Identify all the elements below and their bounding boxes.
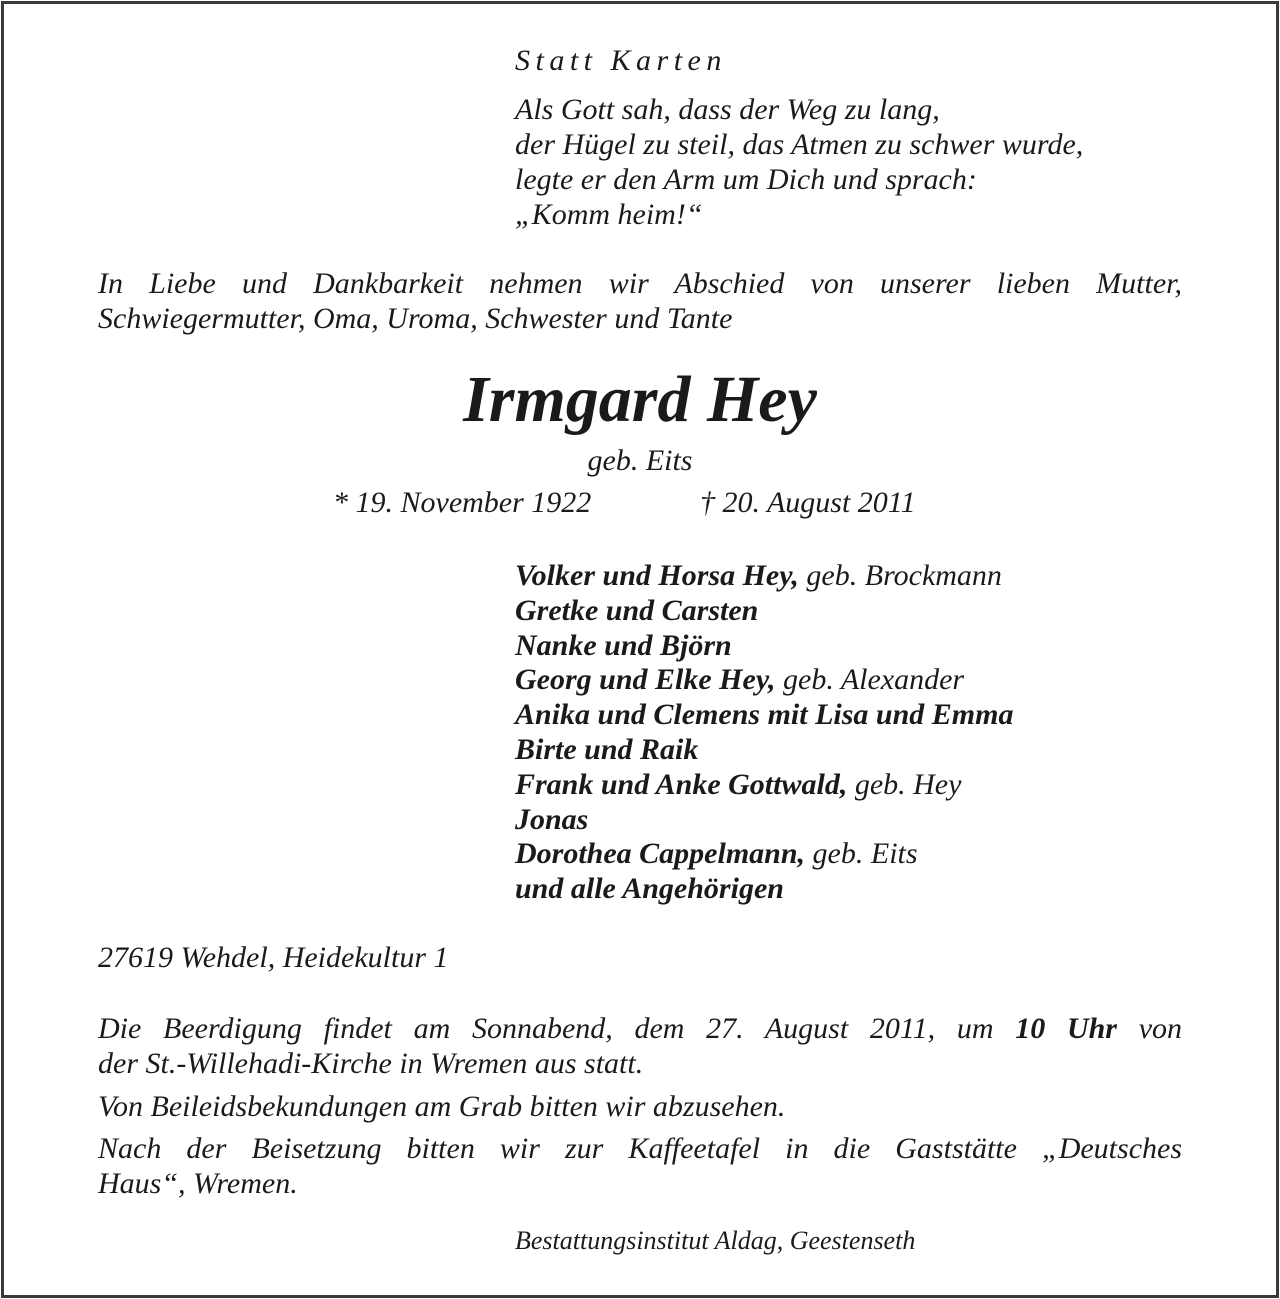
funeral-text: von [1138,1012,1183,1045]
mourner-note: geb. Alexander [783,663,965,697]
mourner-names: Volker und Horsa Hey, [515,559,799,592]
mourner-names: Birte und Raik [515,732,699,766]
intro-text [98,266,1182,336]
reception-line: Haus“, Wremen. [98,1167,298,1200]
condolence-line: Von Beileidsbekundungen am Grab bitten wir abzusehen. [98,1090,786,1123]
reception-info [98,1131,1182,1201]
birth-name: geb. Eits [587,444,693,477]
mourner-names: Gretke und Carsten [515,593,759,627]
address: 27619 Wehdel, Heidekultur 1 [98,941,449,974]
condolence-note [98,1089,1182,1124]
intro-line: In Liebe und Dankbarkeit nehmen wir Abschied von unserer lieben Mutter, [98,267,1182,300]
funeral-text: Die Beerdigung findet am Sonnabend, dem 27. August 2011, um [98,1012,994,1045]
mourner-row [515,663,1013,698]
header-statt-karten: Statt Karten [515,44,727,77]
funeral-line: der St.-Willehadi-Kirche in Wremen aus statt. [98,1047,644,1080]
mourner-names: Jonas [515,802,589,836]
intro-line: Schwiegermutter, Oma, Uroma, Schwester und Tante [98,302,733,335]
poem-line: Als Gott sah, dass der Weg zu lang, [515,93,940,126]
mourner-names: Anika und Clemens mit Lisa und Emma [515,698,1014,732]
mourner-note: geb. Brockmann [806,559,1002,592]
poem-line: „Komm heim!“ [515,198,703,231]
mourner-names: Georg und Elke Hey, [515,663,776,697]
mourner-row [515,768,1013,803]
poem-line: legte er den Arm um Dich und sprach: [515,163,977,196]
mourner-row [515,872,1013,907]
mourner-names: Dorothea Cappelmann, [515,837,806,871]
deceased-name: Irmgard Hey [463,363,817,436]
mourner-names: und alle Angehörigen [515,872,784,906]
mourner-row [515,559,1013,594]
mourner-names: Nanke und Björn [515,628,732,662]
mourner-note: geb. Hey [854,767,962,801]
mourner-row [515,837,1013,872]
mourner-row [515,629,1013,664]
mourner-row [515,594,1013,629]
reception-line: Nach der Beisetzung bitten wir zur Kaffeetafel in die Gaststätte „Deutsches [98,1132,1182,1165]
mourners-list [515,559,1013,907]
mourner-row [515,698,1013,733]
death-date: † 20. August 2011 [700,486,916,519]
mourner-names: Frank und Anke Gottwald, [515,767,848,801]
funeral-line [98,1011,1182,1046]
funeral-info [98,1011,1182,1081]
birth-date: * 19. November 1922 [333,486,592,519]
undertaker: Bestattungsinstitut Aldag, Geestenseth [515,1226,916,1255]
poem-line: der Hügel zu steil, das Atmen zu schwer wurde, [515,128,1084,161]
mourner-note: geb. Eits [812,837,918,871]
mourner-row [515,803,1013,838]
funeral-time: 10 Uhr [1015,1012,1117,1045]
poem [515,92,1083,232]
mourner-row [515,733,1013,768]
